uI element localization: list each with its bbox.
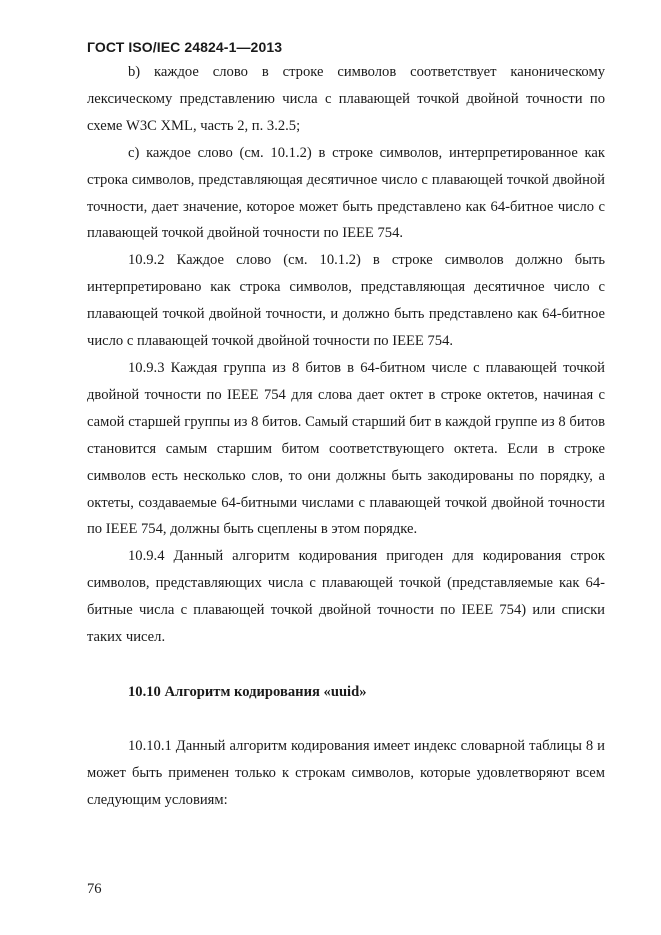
document-body <box>87 59 605 814</box>
page-number: 76 <box>87 881 102 897</box>
paragraph-10-9-4: 10.9.4 Данный алгоритм кодирования пригоден для кодирования строк символов, представляющих числа с плавающей точкой (представляемые как 64-битные числа с плавающей точкой двойной точности по IEEE 754) или списки таких чисел. <box>87 548 605 646</box>
section-heading-10-10: 10.10 Алгоритм кодирования «uuid» <box>128 683 367 700</box>
paragraph-10-10-1: 10.10.1 Данный алгоритм кодирования имеет индекс словарной таблицы 8 и может быть применен только к строкам символов, которые удовлетворяют всем следующим условиям: <box>87 737 605 808</box>
paragraph-10-9-2: 10.9.2 Каждое слово (см. 10.1.2) в строке символов должно быть интерпретировано как строка символов, представляющая десятичное число с плавающей точкой двойной точности, и должно быть представлено как 64-битное число с плавающей точкой двойной точности по IEEE 754. <box>87 252 605 350</box>
paragraph-item-b: b) каждое слово в строке символов соответствует каноническому лексическому представлению числа с плавающей точкой двойной точности по схеме W3C XML, часть 2, п. 3.2.5; <box>87 64 605 134</box>
paragraph-item-c: c) каждое слово (см. 10.1.2) в строке символов, интерпретированное как строка символов, представляющая десятичное число с плавающей точкой двойной точности, дает значение, которое может быть представлено как 64-битное число с плавающей точкой двойной точности по IEEE 754. <box>87 144 605 242</box>
document-header: ГОСТ ISO/IEC 24824-1—2013 <box>87 39 283 55</box>
paragraph-10-9-3: 10.9.3 Каждая группа из 8 битов в 64-битном числе с плавающей точкой двойной точности по IEEE 754 для слова дает октет в строке октетов, начиная с самой старшей группы из 8 битов. Самый старший бит в каждой группе из 8 битов становится самым старшим битом соответствующего октета. Если в строке символов есть несколько слов, то они должны быть закодированы по порядку, а октеты, создаваемые 64-битными числами с плавающей точкой двойной точности по IEEE 754, должны быть сцеплены в этом порядке. <box>87 359 605 538</box>
